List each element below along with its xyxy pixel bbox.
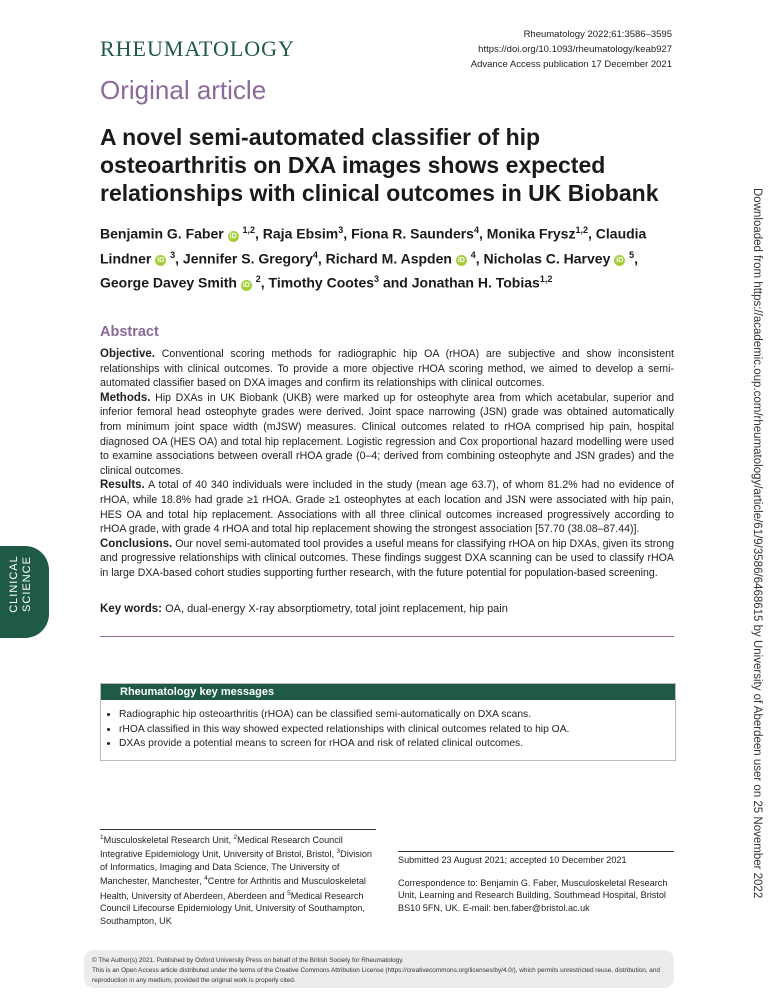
author-affiliation-sup: 3 [338, 225, 344, 235]
citation: Rheumatology 2022;61:3586–3595 [523, 29, 672, 40]
license-line: This is an Open Access article distributed under the terms of the Creative Commons Attribution License (https://creativecommons.org/licenses/by/4.0/), which permits unrestricted reuse, distribution, and reproduction in any medium, provided the original work is properly cited. [92, 967, 660, 984]
author-separator: , [343, 225, 352, 242]
author-name[interactable]: George Davey Smith [100, 274, 237, 291]
methods-label: Methods. [100, 391, 151, 404]
clinical-science-label [8, 538, 34, 630]
keywords-text: OA, dual-energy X-ray absorptiometry, total joint replacement, hip pain [165, 603, 508, 615]
access-date: Advance Access publication 17 December 2021 [470, 59, 672, 70]
abstract-conclusions [100, 537, 674, 581]
affiliation-number: 3 [336, 848, 341, 856]
objective-text: Conventional scoring methods for radiographic hip OA (rHOA) are subjective and show inconsistent relationships with clinical outcomes. To provide a more objective rHOA scoring method, we aimed to develop a semi-automated classifier based on DXA images and confirm its relationships with clinical outcomes. [100, 348, 674, 390]
copyright-line: © The Author(s) 2021. Published by Oxford University Press on behalf of the British Society for Rheumatology. [92, 957, 404, 964]
submission-rule [398, 851, 674, 852]
author-name[interactable]: Fiona R. Saunders [351, 225, 474, 242]
author-name[interactable]: Nicholas C. Harvey [483, 250, 611, 267]
author-separator: , [175, 250, 183, 267]
author-name[interactable]: Monika Frysz [486, 225, 576, 242]
author-affiliation-sup: 1,2 [242, 225, 255, 235]
conclusions-text: Our novel semi-automated tool provides a useful means for classifying rHOA on hip DXAs, given its strong and progressive relationships with clinical outcomes. These findings suggest DXA scanning can be used to classify rHOA in large DXA-based cohort studies supporting further research, with the future potential for population-based screening. [100, 537, 674, 579]
key-message-item: • DXAs provide a potential means to screen for rHOA and risk of related clinical outcomes. [119, 737, 675, 752]
author-separator: , [255, 225, 263, 242]
author-name[interactable]: Claudia Lindner [100, 225, 647, 267]
author-affiliation-sup: 1,2 [575, 225, 588, 235]
author-separator: , [475, 250, 484, 267]
submission-dates: Submitted 23 August 2021; accepted 10 December 2021 [398, 855, 627, 865]
methods-text: Hip DXAs in UK Biobank (UKB) were marked up for osteophyte area from which acetabular, superior and inferior femoral head osteophyte grades were derived. Joint space narrowing (JSN) grade was obtained automatically from minimum joint space width (mJSW) measures. Clinical outcomes related to rHOA comprised hip pain, hospital diagnosed OA (HES OA) and total hip replacement. Logistic regression and Cox proportional hazard modelling were used to examine associations between overall rHOA grade (0–4; derived from combining osteophyte and JSN grades) and the clinical outcomes. [100, 391, 674, 477]
tab-line-1: CLINICAL [8, 555, 20, 613]
journal-name: RHEUMATOLOGY [100, 36, 295, 61]
author-affiliation-sup: 4 [312, 249, 318, 260]
abstract-heading: Abstract [100, 324, 159, 340]
key-messages-box [100, 683, 676, 761]
results-text: A total of 40 340 individuals were included in the study (mean age 63.7), of whom 81.2% had no evidence of rHOA, while 18.8% had grade ≥1 rHOA. Grade ≥1 osteophytes at each location and JSN were associated with hip pain, HES OA and total hip replacement. Associations with all three clinical outcomes increased progressively according to rHOA grade, with grade 4 rHOA and total hip replacement showing the strongest association [57.70 (38.08–87.44)]. [100, 479, 675, 536]
orcid-icon[interactable]: iD [242, 281, 250, 289]
author-affiliation-sup: 5 [629, 249, 635, 260]
abstract-objective [100, 347, 674, 391]
author-separator: , [317, 250, 326, 267]
affiliation-text: Division of Informatics, Imaging and Data Science, The University of Manchester, Manchester, [100, 849, 372, 887]
keywords [100, 603, 674, 615]
author-separator: , [588, 225, 596, 242]
author-separator: , [260, 274, 269, 291]
doi-link[interactable]: https://doi.org/10.1093/rheumatology/keab927 [478, 44, 672, 55]
author-affiliation-sup: 3 [170, 249, 176, 260]
license-footer [84, 950, 674, 988]
author-affiliation-sup: 1,2 [539, 274, 553, 285]
affiliation-number: 2 [233, 834, 238, 841]
author-affiliation-sup: 3 [374, 274, 380, 285]
tab-line-2: SCIENCE [21, 556, 33, 612]
abstract-results [100, 478, 674, 536]
affiliation-text: Medical Research Council Integrative Epidemiology Unit, University of Bristol, Bristol, [100, 835, 343, 860]
abstract-body [100, 347, 674, 581]
affiliation-text: Musculoskeletal Research Unit, [103, 835, 234, 846]
key-message-item: • Radiographic hip osteoarthritis (rHOA) can be classified semi-automatically on DXA scans. [119, 708, 675, 723]
conclusions-label: Conclusions. [100, 537, 173, 550]
objective-label: Objective. [100, 348, 155, 360]
article-type: Original article [100, 75, 267, 105]
download-watermark: Downloaded from https://academic.oup.com/rheumatology/article/61/9/3586/6468615 by University of Aberdeen user on 25 November 2022 [751, 188, 763, 899]
abstract-methods [100, 391, 674, 479]
affiliation-number: 4 [204, 875, 208, 883]
author-affiliation-sup: 4 [470, 249, 476, 260]
section-divider [100, 636, 674, 637]
key-messages-heading: Rheumatology key messages [101, 684, 675, 700]
affiliation-number: 5 [287, 889, 291, 897]
orcid-icon[interactable]: iD [616, 257, 624, 265]
results-label: Results. [100, 479, 145, 492]
author-name[interactable]: Jennifer S. Gregory [182, 250, 313, 267]
author-separator: , [479, 225, 487, 242]
author-name[interactable]: Richard M. Aspden [325, 250, 452, 267]
affiliation-text: Centre for Arthritis and Musculoskeletal Health, University of Aberdeen, Aberdeen and [100, 876, 366, 901]
author-name[interactable]: Benjamin G. Faber [100, 225, 224, 242]
keywords-label: Key words: [100, 603, 162, 615]
author-separator: and [379, 274, 412, 291]
affiliation-number: 1 [100, 834, 104, 841]
author-separator: , [634, 250, 639, 267]
orcid-icon[interactable]: iD [457, 257, 465, 265]
orcid-icon[interactable]: iD [229, 232, 237, 240]
article-title: A novel semi-automated classifier of hip osteoarthritis on DXA images shows expected relationships with clinical outcomes in UK Biobank [100, 124, 659, 206]
author-list [100, 220, 680, 294]
correspondence: Correspondence to: Benjamin G. Faber, Musculoskeletal Research Unit, Learning and Research Building, Southmead Hospital, Bristol BS10 5FN, UK. E-mail: ben.faber@bristol.ac.uk [398, 878, 668, 913]
affiliations [100, 832, 380, 927]
author-affiliation-sup: 4 [473, 225, 479, 235]
orcid-icon[interactable]: iD [157, 257, 165, 265]
affiliation-rule [100, 829, 376, 830]
affiliation-text: Medical Research Council Lifecourse Epidemiology Unit, University of Southampton, Southampton, UK [100, 890, 365, 926]
author-name[interactable]: Raja Ebsim [262, 225, 339, 242]
author-name[interactable]: Timothy Cootes [268, 274, 375, 291]
citation-block [471, 27, 672, 72]
key-message-item: • rHOA classified in this way showed expected relationships with clinical outcomes related to hip OA. [119, 723, 675, 738]
author-name[interactable]: Jonathan H. Tobias [411, 274, 540, 291]
key-messages-list [101, 708, 675, 752]
author-affiliation-sup: 2 [255, 274, 261, 285]
